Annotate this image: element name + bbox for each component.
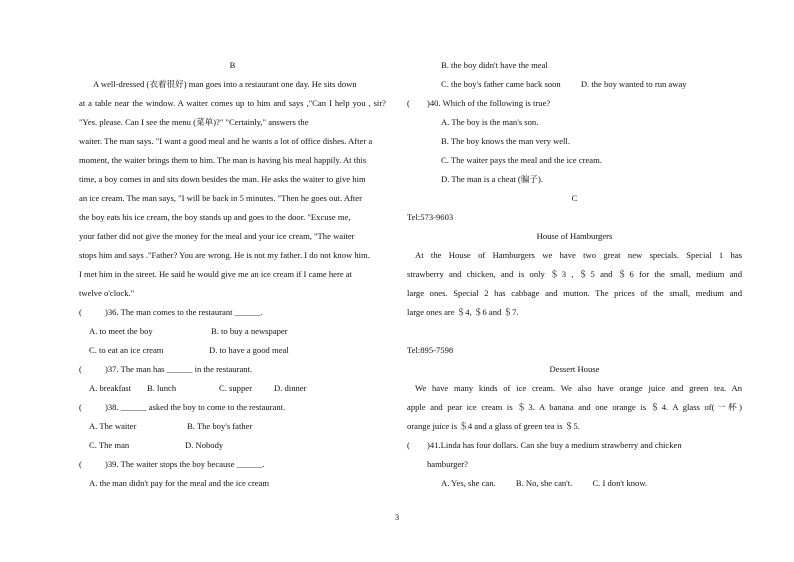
option[interactable]: A. the man didn't pay for the meal and the ice cream xyxy=(89,478,270,488)
option[interactable]: B. The boy's father xyxy=(187,421,253,431)
option[interactable]: B. lunch xyxy=(147,383,177,393)
option[interactable]: A. Yes, she can. xyxy=(441,478,496,488)
question-stem: )40. Which of the following is true? xyxy=(427,98,551,108)
passage-line: twelve o'clock." xyxy=(79,288,135,298)
spacer xyxy=(407,322,742,341)
option[interactable]: B. to buy a newspaper xyxy=(211,326,288,336)
passage-line: waiter. The man says. "I want a good meal and he wants a lot of office dishes. After a xyxy=(79,136,373,146)
options-row xyxy=(79,474,386,493)
options-row xyxy=(79,436,386,455)
option-line xyxy=(407,113,742,132)
question-41 xyxy=(407,436,742,455)
option[interactable]: A. to meet the boy xyxy=(89,326,153,336)
ad1-line: large ones are ＄4, ＄6 and ＄7. xyxy=(407,307,519,317)
ad1-telephone: Tel:573-9603 xyxy=(407,212,454,222)
answer-blank[interactable]: ( xyxy=(79,307,82,317)
option[interactable]: C. supper xyxy=(219,383,252,393)
option[interactable]: C. I don't know. xyxy=(592,478,648,488)
answer-blank[interactable]: ( xyxy=(79,364,82,374)
option[interactable]: D. to have a good meal xyxy=(209,345,289,355)
page-number: 3 xyxy=(394,512,400,522)
option[interactable]: C. the boy's father came back soon xyxy=(441,79,561,89)
options-row xyxy=(79,341,386,360)
question-37 xyxy=(79,360,386,379)
options-row xyxy=(407,474,742,493)
passage-line: your father did not give the money for the meal and your ice cream, "The waiter xyxy=(79,231,355,241)
option[interactable]: D. the boy wanted to run away xyxy=(580,79,687,89)
passage-line: an ice cream. The man says, "I will be back in 5 minutes. "Then he goes out. After xyxy=(79,193,362,203)
passage-line: "Yes. please. Can I see the menu (菜单)?" "Certainly," answers the xyxy=(79,117,309,127)
option[interactable]: B. No, she can't. xyxy=(515,478,573,488)
option-line xyxy=(407,170,742,189)
ad2-telephone: Tel:895-7598 xyxy=(407,345,454,355)
option[interactable]: C. The waiter pays the meal and the ice cream. xyxy=(441,155,602,165)
question-stem-continued: hamburger? xyxy=(427,459,468,469)
question-36 xyxy=(79,303,386,322)
option[interactable]: A. The waiter xyxy=(89,421,137,431)
ad1-line: strawberry and chicken, and is only ＄3 , ＄5 and ＄6 for the small, medium and xyxy=(407,269,742,279)
passage-line: time, a boy comes in and sits down besides the man. He asks the waiter to give him xyxy=(79,174,366,184)
question-stem: )37. The man has ______ in the restaurant. xyxy=(105,364,253,374)
passage-line: I met him in the street. He said he would give me an ice cream if I came here at xyxy=(79,269,352,279)
answer-blank[interactable]: ( xyxy=(79,459,82,469)
question-38 xyxy=(79,398,386,417)
passage-line: A well-dressed (衣着很好) man goes into a restaurant one day. He sits down xyxy=(93,79,357,89)
passage-line: the boy eats his ice cream, the boy stands up and goes to the door. "Excuse me, xyxy=(79,212,351,222)
passage-b xyxy=(79,75,386,303)
question-stem: )36. The man comes to the restaurant ______. xyxy=(105,307,263,317)
option[interactable]: D. Nobody xyxy=(185,440,224,450)
section-heading-c: C xyxy=(571,193,578,203)
options-row xyxy=(407,56,742,75)
answer-blank[interactable]: ( xyxy=(407,98,410,108)
answer-blank[interactable]: ( xyxy=(79,402,82,412)
options-row xyxy=(79,322,386,341)
option[interactable]: C. to eat an ice cream xyxy=(89,345,164,355)
option-line xyxy=(407,132,742,151)
option[interactable]: B. The boy knows the man very well. xyxy=(441,136,570,146)
question-39 xyxy=(79,455,386,474)
ad2-line: We have many kinds of ice cream. We also have orange juice and green tea. An xyxy=(415,383,742,393)
ad1-line: large ones. Special 2 has cabbage and mutton. The prices of the small, medium and xyxy=(407,288,742,298)
ad2-title: Dessert House xyxy=(549,364,600,374)
passage-line: stops him and says ."Father? You are wrong. He is not my father. I do not know him. xyxy=(79,250,370,260)
option-line xyxy=(407,151,742,170)
ad2-line: orange juice is ＄4 and a glass of green tea is ＄5. xyxy=(407,421,580,431)
option[interactable]: D. dinner xyxy=(274,383,307,393)
passage-line: at a table near the window. A waiter comes up to him and says ,"Can I help you , sir? xyxy=(79,98,386,108)
question-40 xyxy=(407,94,742,113)
options-row xyxy=(79,379,386,398)
section-heading-b: B xyxy=(229,60,236,70)
question-stem: )38. ______ asked the boy to come to the restaurant. xyxy=(105,402,286,412)
right-column xyxy=(407,56,742,493)
option[interactable]: B. the boy didn't have the meal xyxy=(441,60,548,70)
options-row xyxy=(79,417,386,436)
options-row xyxy=(407,75,742,94)
option[interactable]: A. breakfast xyxy=(89,383,131,393)
ad2-line: apple and pear ice cream is ＄3. A banana and one orange is ＄4. A glass of(一杯) xyxy=(407,402,742,412)
ad1-title: House of Hamburgers xyxy=(536,231,613,241)
passage-line: moment, the waiter brings them to him. The man is having his meal happily. At this xyxy=(79,155,367,165)
ad1-line: At the House of Hamburgers we have two great new specials. Special 1 has xyxy=(415,250,742,260)
question-stem: )41.Linda has four dollars. Can she buy a medium strawberry and chicken xyxy=(427,440,682,450)
option[interactable]: C. The man xyxy=(89,440,130,450)
question-stem: )39. The waiter stops the boy because ______. xyxy=(105,459,265,469)
option[interactable]: D. The man is a cheat (骗子). xyxy=(441,174,543,184)
option[interactable]: A. The boy is the man's son. xyxy=(441,117,539,127)
answer-blank[interactable]: ( xyxy=(407,440,410,450)
left-column xyxy=(79,56,386,493)
